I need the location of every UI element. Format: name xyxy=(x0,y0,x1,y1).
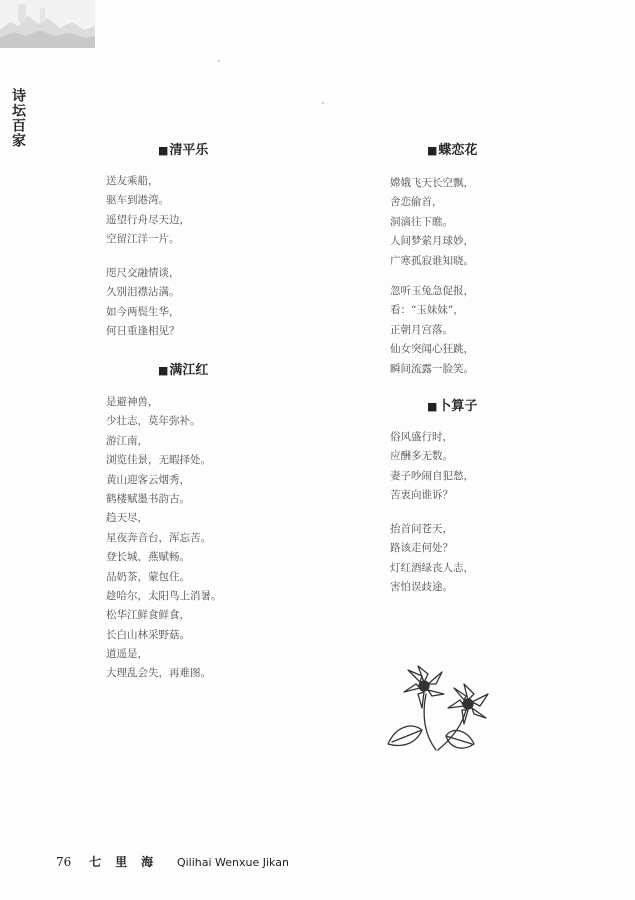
poem-line: 趋天尽， xyxy=(106,512,148,525)
poem-title-qingpingle xyxy=(158,139,208,158)
poem-line: 浏览佳景，无暇择处。 xyxy=(106,454,211,467)
poem-line: 品奶茶，蒙包住。 xyxy=(106,570,190,583)
title-marker: ■ xyxy=(158,364,169,377)
poem-line: 如今两鬓生华， xyxy=(106,305,180,318)
poem-line: 游江南， xyxy=(106,434,148,447)
poem-line: 妻子吵闹自犯愁， xyxy=(390,469,474,482)
poem-line: 黄山迎客云烟秀， xyxy=(106,473,190,486)
poem-line: 抬首问苍天， xyxy=(390,523,453,535)
page-footer xyxy=(56,853,289,870)
poem-title-text: 满江红 xyxy=(169,363,209,378)
title-marker: ■ xyxy=(158,144,169,157)
poem-line: 长白山林采野菇。 xyxy=(106,628,190,641)
poem-line: 道遥是， xyxy=(106,648,148,661)
scan-speck xyxy=(218,60,220,62)
poem-line: 登长城，燕赋畅。 xyxy=(106,551,190,564)
poem-line: 洞滴往下瞧。 xyxy=(390,215,453,228)
poem-line: 少壮志，莫年弥补。 xyxy=(106,415,201,428)
poem-line: 仙女突闻心狂跳， xyxy=(390,343,474,356)
flower-illustration xyxy=(378,652,498,770)
poem-line: 鹤楼赋墨书韵古。 xyxy=(106,492,190,505)
poem-line: 是避神兽， xyxy=(106,396,159,408)
poem-line: 人间梦萦月球妙， xyxy=(390,235,474,248)
poem-line: 灯红酒绿丧人志， xyxy=(390,561,474,574)
poem-stanza xyxy=(106,264,180,342)
poem-stanza xyxy=(390,520,474,598)
poem-line: 忽听玉兔急促报， xyxy=(390,285,474,297)
poem-line: 遥望行舟尽天边， xyxy=(106,213,190,226)
title-marker: ■ xyxy=(427,144,438,157)
poem-line: 驱车到港湾。 xyxy=(106,194,169,207)
poem-line: 广寒孤寂谁知晓。 xyxy=(390,254,474,267)
corner-decoration-image xyxy=(0,0,95,48)
poem-line: 瞬间流露一脸笑。 xyxy=(390,362,474,375)
poem-title-text: 卜算子 xyxy=(438,399,478,414)
poem-title-manjianghong xyxy=(158,359,208,378)
poem-title-text: 清平乐 xyxy=(169,143,209,158)
poem-line: 路该走何处？ xyxy=(390,542,453,555)
poem-title-text: 蝶恋花 xyxy=(438,143,478,158)
poem-line: 嫦娥飞天长空飘， xyxy=(390,177,474,189)
poem-line: 应酬多无数。 xyxy=(390,450,453,463)
poem-stanza xyxy=(390,428,474,506)
poem-title-dielianhua xyxy=(427,139,477,158)
title-marker: ■ xyxy=(427,400,438,413)
poem-line: 俗风盛行时， xyxy=(390,431,453,443)
magazine-pinyin: Qilihai Wenxue Jikan xyxy=(176,856,289,869)
poem-line: 送友乘船， xyxy=(106,175,159,187)
poem-line: 何日重逢相见？ xyxy=(106,325,180,338)
poem-line: 苦衷向谁诉？ xyxy=(390,489,453,502)
poem-line: 看：“玉妹妹”， xyxy=(390,304,464,317)
poem-stanza xyxy=(106,393,222,684)
poem-stanza xyxy=(106,172,190,250)
poem-stanza xyxy=(390,282,474,379)
section-label: 诗坛百家 xyxy=(10,88,26,148)
poem-stanza xyxy=(390,174,474,271)
poem-title-busuanzi xyxy=(427,395,477,414)
poem-line: 松华江鲜食鲜食， xyxy=(106,609,190,622)
poem-line: 舍恋偷首， xyxy=(390,196,443,209)
poem-line: 星夜奔音台，浑忘苦。 xyxy=(106,531,211,544)
poem-line: 趁哈尔，太阳鸟上消暑。 xyxy=(106,589,222,602)
poem-line: 空留江洋一片。 xyxy=(106,233,180,246)
page-number: 76 xyxy=(56,855,72,869)
poem-line: 害怕误歧途。 xyxy=(390,581,453,594)
scan-speck xyxy=(322,102,324,104)
poem-line: 正朝月宫落。 xyxy=(390,323,453,336)
magazine-name: 七里海 xyxy=(89,855,168,869)
poem-line: 久别泪襟沾满。 xyxy=(106,286,180,299)
poem-line: 大理乱会失，再难图。 xyxy=(106,667,211,680)
poem-line: 咫尺交融情谈， xyxy=(106,267,180,279)
